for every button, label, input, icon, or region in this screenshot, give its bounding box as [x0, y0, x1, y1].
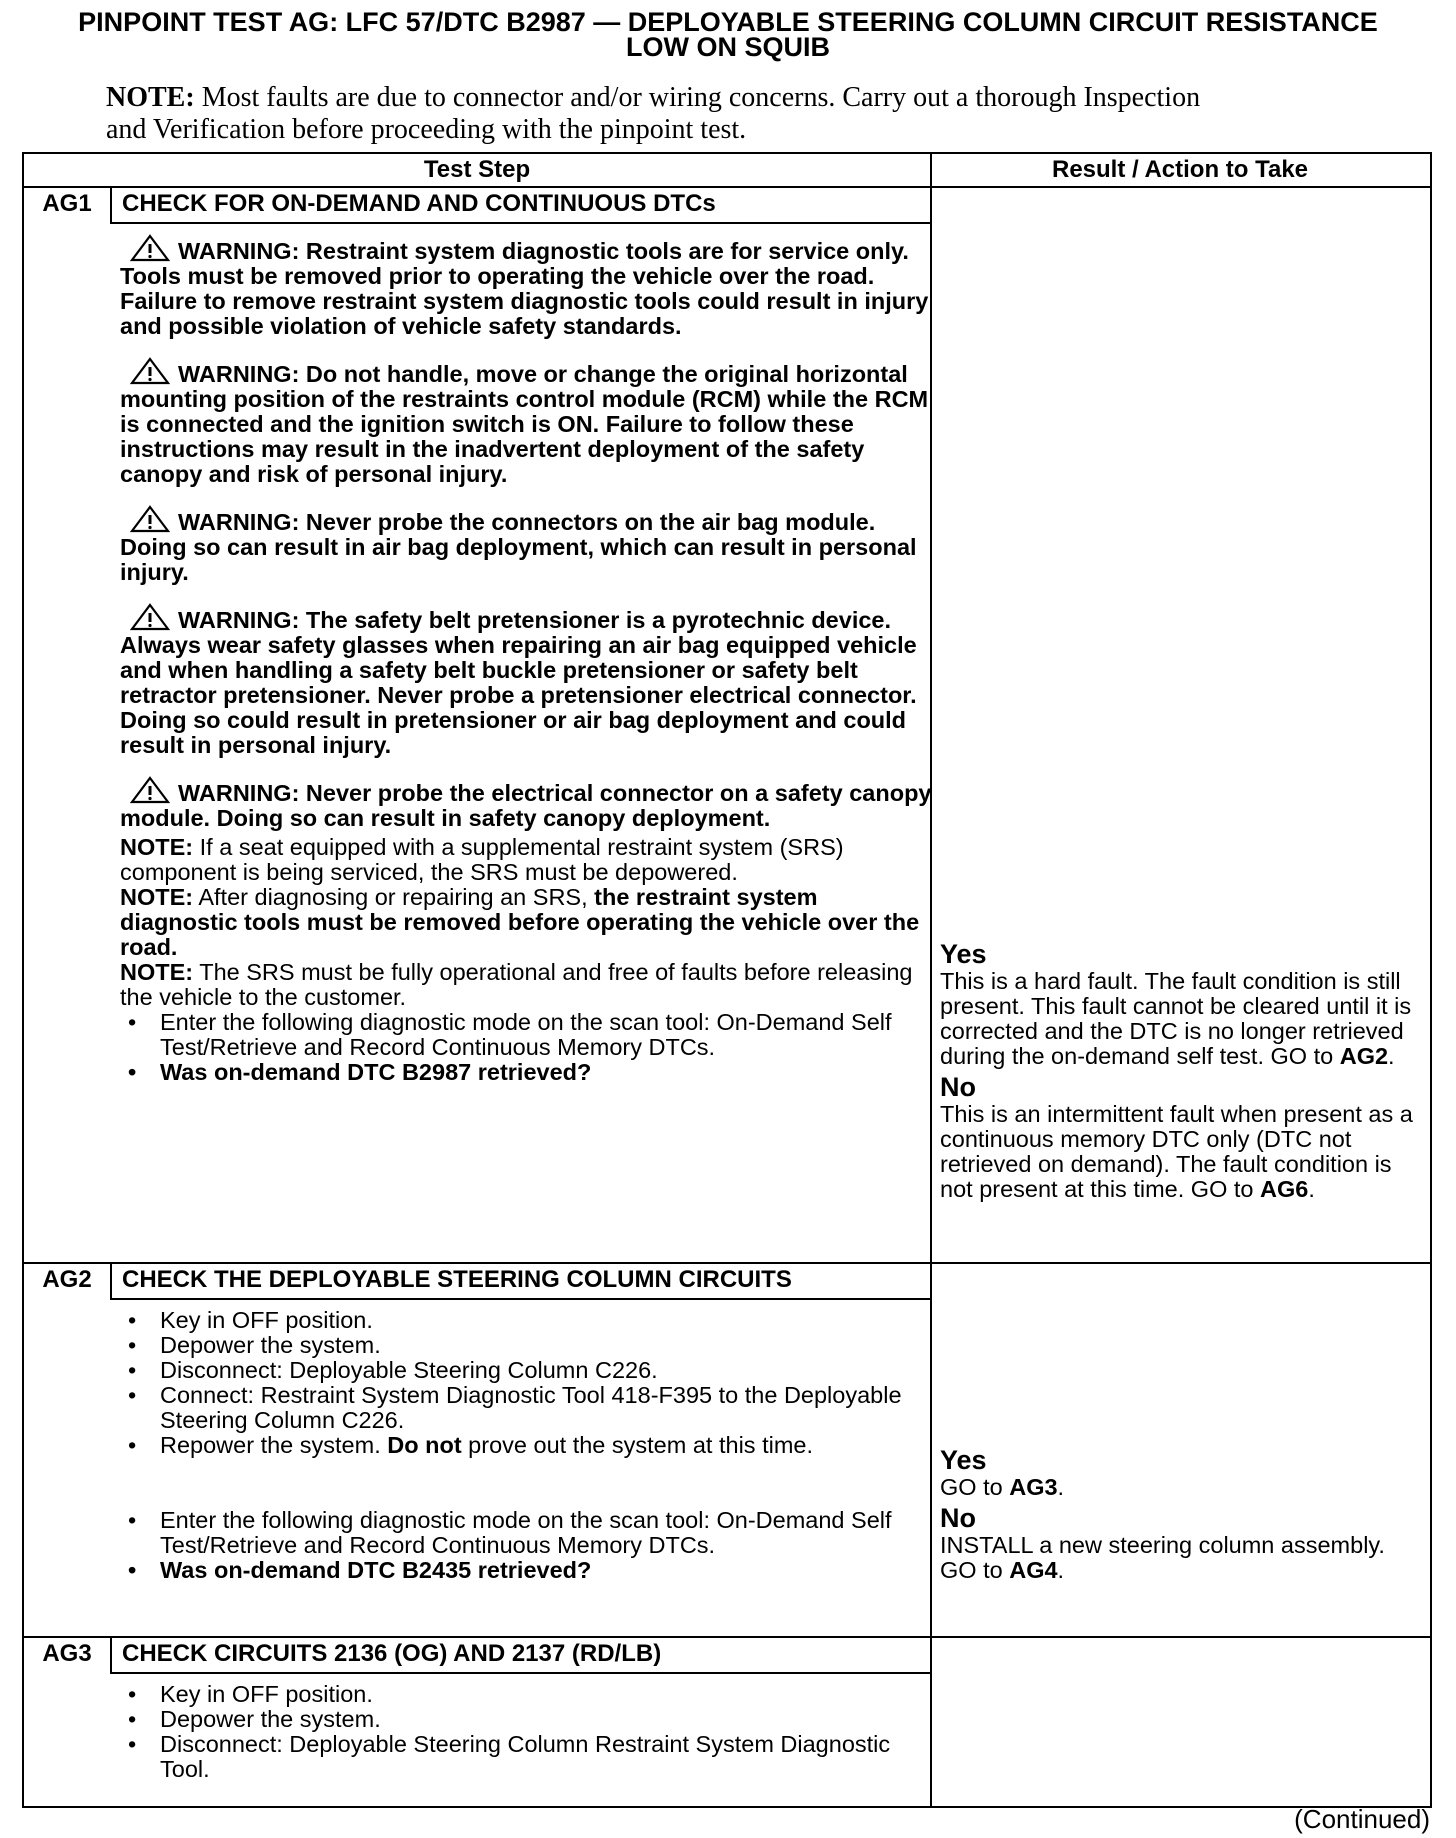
- list-item: • Enter the following diagnostic mode on the scan tool: On-Demand Self Test/Retrieve and Record Continuous Memory DTCs.: [120, 1010, 940, 1060]
- goto-ag4: AG4: [1009, 1557, 1058, 1583]
- yes-text: GO to: [940, 1474, 1010, 1500]
- list-item: • Key in OFF position.: [120, 1308, 940, 1333]
- title-line-2: LOW ON SQUIB: [626, 32, 830, 62]
- title-line-1: PINPOINT TEST AG: LFC 57/DTC B2987 — DEPLOYABLE STEERING COLUMN CIRCUIT RESISTANCE: [78, 7, 1378, 37]
- note-bold-text: the restraint system diagnostic tools must be removed before operating the vehicle over the road.: [120, 884, 920, 960]
- intro-note: [106, 82, 1226, 146]
- step-body-ag3: [120, 1682, 940, 1782]
- warning-2: [120, 357, 940, 487]
- no-action: INSTALL a new steering column assembly. GO to AG4.: [940, 1532, 1385, 1583]
- repower-text-2: prove out the system at this time.: [461, 1432, 813, 1458]
- step-id-ag2: AG2: [42, 1266, 92, 1293]
- warning-text: WARNING: Never probe the electrical connector on a safety canopy module. Doing so can result in safety canopy deployment.: [120, 780, 932, 831]
- pinpoint-test-table: [22, 152, 1432, 1808]
- header-result-action: Result / Action to Take: [930, 154, 1430, 188]
- id-divider: [110, 1264, 112, 1298]
- note-text: After diagnosing or repairing an SRS,: [193, 884, 595, 910]
- warning-3: [120, 505, 940, 585]
- no-action: This is an intermittent fault when present as a continuous memory DTC only (DTC not retrieved on demand). The fault condition is not present at this time. GO to AG6.: [940, 1101, 1413, 1202]
- note-2: [120, 885, 940, 960]
- step-body-ag2-b: [120, 1508, 940, 1583]
- title-underline: [110, 222, 930, 224]
- yes-label: Yes: [940, 1445, 987, 1475]
- goto-ag3: AG3: [1009, 1474, 1058, 1500]
- step-title-ag1: CHECK FOR ON-DEMAND AND CONTINUOUS DTCs: [122, 190, 716, 217]
- repower-bold: Do not: [387, 1432, 462, 1458]
- note-text: The SRS must be fully operational and free of faults before releasing the vehicle to the customer.: [120, 959, 913, 1010]
- warning-4: [120, 603, 940, 758]
- bullet-list: [120, 1010, 940, 1085]
- no-text: This is an intermittent fault when present as a continuous memory DTC only (DTC not retrieved on demand). The fault condition is not present at this time. GO to: [940, 1101, 1413, 1202]
- yes-action: This is a hard fault. The fault condition is still present. This fault cannot be cleared until it is corrected and the DTC is no longer retrieved during the on-demand self test. GO to AG2.: [940, 968, 1412, 1069]
- page-title: [22, 7, 1434, 62]
- warning-text: WARNING: Never probe the connectors on the air bag module. Doing so can result in air bag deployment, which can result in personal injury.: [120, 509, 917, 585]
- yes-text: This is a hard fault. The fault condition is still present. This fault cannot be cleared until it is corrected and the DTC is no longer retrieved during the on-demand self test. GO to: [940, 968, 1412, 1069]
- result-ag2: [940, 1446, 1428, 1583]
- yes-label: Yes: [940, 939, 987, 969]
- note-text: If a seat equipped with a supplemental restraint system (SRS) component is being serviced, the SRS must be depowered.: [120, 834, 844, 885]
- warning-triangle-icon: [130, 603, 170, 631]
- note-3: [120, 960, 940, 1010]
- warning-1: [120, 234, 940, 339]
- step-body-ag2: [120, 1308, 940, 1458]
- intro-note-label: NOTE:: [106, 82, 195, 113]
- yes-action: GO to AG3.: [940, 1474, 1065, 1500]
- warning-text: WARNING: Do not handle, move or change the original horizontal mounting position of the restraints control module (RCM) while the RCM is connected and the ignition switch is ON. Failure to follow these instructions may result in the inadvertent deployment of the safety canopy and risk of personal injury.: [120, 361, 929, 487]
- title-underline: [110, 1672, 930, 1674]
- list-item: • Key in OFF position.: [120, 1682, 940, 1707]
- list-item: • Depower the system.: [120, 1707, 940, 1732]
- no-label: No: [940, 1503, 976, 1533]
- warning-5: [120, 776, 940, 831]
- intro-note-text: Most faults are due to connector and/or wiring concerns. Carry out a thorough Inspection and Verification before proceeding with the pinpoint test.: [106, 82, 1201, 145]
- warning-triangle-icon: [130, 776, 170, 804]
- result-ag1: [940, 940, 1428, 1202]
- list-item: • Connect: Restraint System Diagnostic Tool 418-F395 to the Deployable Steering Column C226.: [120, 1383, 940, 1433]
- list-item: [120, 1433, 940, 1458]
- warning-text: WARNING: Restraint system diagnostic tools are for service only. Tools must be removed prior to operating the vehicle over the road. Failure to remove restraint system diagnostic tools could result in injury and possible violation of vehicle safety standards.: [120, 238, 929, 339]
- warning-text: WARNING: The safety belt pretensioner is a pyrotechnic device. Always wear safety glasses when repairing an air bag equipped vehicle and when handling a safety belt buckle pretensioner or safety belt retractor pretensioner. Never probe a pretensioner electrical connector. Doing so could result in pretensioner or air bag deployment and could result in personal injury.: [120, 607, 917, 758]
- note-label: NOTE:: [120, 834, 194, 860]
- id-divider: [110, 1638, 112, 1672]
- continued-label: (Continued): [1294, 1804, 1430, 1834]
- warning-triangle-icon: [130, 234, 170, 262]
- step-title-ag2: CHECK THE DEPLOYABLE STEERING COLUMN CIRCUITS: [122, 1266, 792, 1293]
- warning-triangle-icon: [130, 357, 170, 385]
- title-underline: [110, 1298, 930, 1300]
- bullet-list: [120, 1682, 940, 1782]
- note-1: [120, 835, 940, 885]
- list-item: • Disconnect: Deployable Steering Column C226.: [120, 1358, 940, 1383]
- list-item: • Disconnect: Deployable Steering Column Restraint System Diagnostic Tool.: [120, 1732, 940, 1782]
- question-item: • Was on-demand DTC B2987 retrieved?: [120, 1060, 940, 1085]
- bullet-list: [120, 1508, 940, 1583]
- list-item: • Depower the system.: [120, 1333, 940, 1358]
- step-id-ag1: AG1: [42, 190, 92, 217]
- header-test-step: Test Step: [24, 154, 930, 188]
- step-title-ag3: CHECK CIRCUITS 2136 (OG) AND 2137 (RD/LB): [122, 1640, 662, 1667]
- note-label: NOTE:: [120, 959, 194, 985]
- list-item: • Enter the following diagnostic mode on the scan tool: On-Demand Self Test/Retrieve and Record Continuous Memory DTCs.: [120, 1508, 940, 1558]
- no-text: INSTALL a new steering column assembly. GO to: [940, 1532, 1385, 1583]
- id-divider: [110, 188, 112, 222]
- step-body-ag1: [120, 234, 940, 1085]
- bullet-list: [120, 1308, 940, 1458]
- no-label: No: [940, 1072, 976, 1102]
- goto-ag6: AG6: [1260, 1176, 1309, 1202]
- goto-ag2: AG2: [1339, 1043, 1389, 1069]
- repower-text: Repower the system.: [160, 1432, 388, 1458]
- step-id-ag3: AG3: [42, 1640, 92, 1667]
- warning-triangle-icon: [130, 505, 170, 533]
- note-label: NOTE:: [120, 884, 194, 910]
- question-item: • Was on-demand DTC B2435 retrieved?: [120, 1558, 940, 1583]
